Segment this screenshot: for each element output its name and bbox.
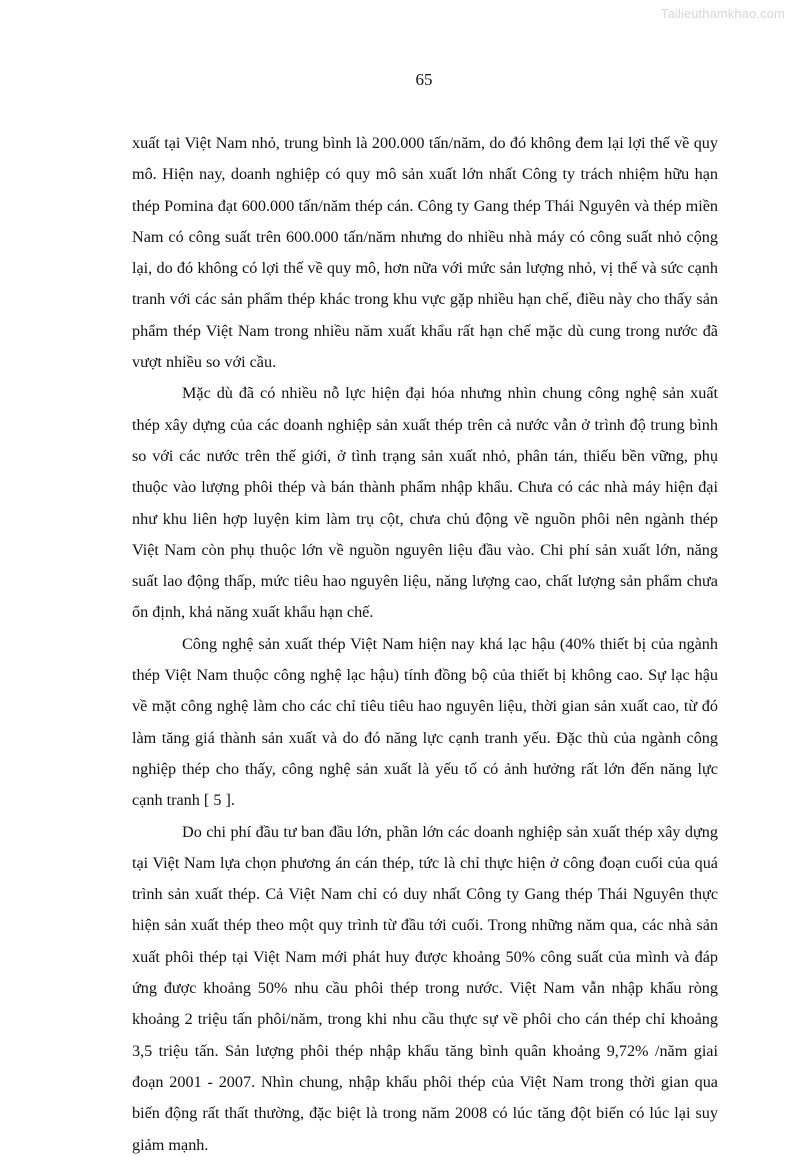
paragraph-4: Do chi phí đầu tư ban đầu lớn, phần lớn các doanh nghiệp sản xuất thép xây dựng tại Việt Nam lựa chọn phương án cán thép, tức là chỉ thực hiện ở công đoạn cuối của quá trình sản xuất thép. Cả Việt Nam chỉ có duy nhất Công ty Gang thép Thái Nguyên thực hiện sản xuất thép theo một quy trình từ đầu tới cuối. Trong những năm qua, các nhà sản xuất phôi thép tại Việt Nam mới phát huy được khoảng 50% công suất của mình và đáp ứng được khoảng 50% nhu cầu phôi thép trong nước. Việt Nam vẫn nhập khẩu ròng khoảng 2 triệu tấn phôi/năm, trong khi nhu cầu thực sự về phôi cho cán thép chỉ khoảng 3,5 triệu tấn. Sản lượng phôi thép nhập khẩu tăng bình quân khoảng 9,72% /năm giai đoạn 2001 - 2007. Nhìn chung, nhập khẩu phôi thép của Việt Nam trong thời gian qua biến động rất thất thường, đặc biệt là trong năm 2008 có lúc tăng đột biến có lúc lại suy giảm mạnh. [132, 822, 718, 1154]
paragraph-3: Công nghệ sản xuất thép Việt Nam hiện nay khá lạc hậu (40% thiết bị của ngành thép Việt Nam thuộc công nghệ lạc hậu) tính đồng bộ của thiết bị không cao. Sự lạc hậu về mặt công nghệ làm cho các chỉ tiêu tiêu hao nguyên liệu, thời gian sản xuất cao, từ đó làm tăng giá thành sản xuất và do đó năng lực cạnh tranh yếu. Đặc thù của ngành công nghiệp thép cho thấy, công nghệ sản xuất là yếu tố có ảnh hưởng rất lớn đến năng lực cạnh tranh [ 5 ]. [132, 634, 718, 810]
site-watermark: Tailieuthamkhao.com [660, 6, 785, 21]
paragraph-2: Mặc dù đã có nhiều nỗ lực hiện đại hóa nhưng nhìn chung công nghệ sản xuất thép xây dựng của các doanh nghiệp sản xuất thép trên cả nước vẫn ở trình độ trung bình so với các nước trên thế giới, ở tình trạng sản xuất nhỏ, phân tán, thiếu bền vững, phụ thuộc vào lượng phôi thép và bán thành phẩm nhập khẩu. Chưa có các nhà máy hiện đại như khu liên hợp luyện kim làm trụ cột, chưa chủ động về nguồn phôi nên ngành thép Việt Nam còn phụ thuộc lớn về nguồn nguyên liệu đầu vào. Chi phí sản xuất lớn, năng suất lao động thấp, mức tiêu hao nguyên liệu, năng lượng cao, chất lượng sản phẩm chưa ổn định, khả năng xuất khẩu hạn chế. [132, 384, 718, 622]
document-body [132, 128, 718, 1161]
page-number: 65 [415, 70, 433, 89]
paragraph-1: xuất tại Việt Nam nhỏ, trung bình là 200.000 tấn/năm, do đó không đem lại lợi thế về quy mô. Hiện nay, doanh nghiệp có quy mô sản xuất lớn nhất Công ty trách nhiệm hữu hạn thép Pomina đạt 600.000 tấn/năm thép cán. Công ty Gang thép Thái Nguyên và thép miền Nam có công suất trên 600.000 tấn/năm nhưng do nhiều nhà máy có công suất nhỏ cộng lại, do đó không có lợi thế về quy mô, hơn nữa với mức sản lượng nhỏ, vị thế và sức cạnh tranh với các sản phẩm thép khác trong khu vực gặp nhiều hạn chế, điều này cho thấy sản phẩm thép Việt Nam trong nhiều năm xuất khẩu rất hạn chế mặc dù cung trong nước đã vượt nhiều so với cầu. [132, 134, 718, 372]
